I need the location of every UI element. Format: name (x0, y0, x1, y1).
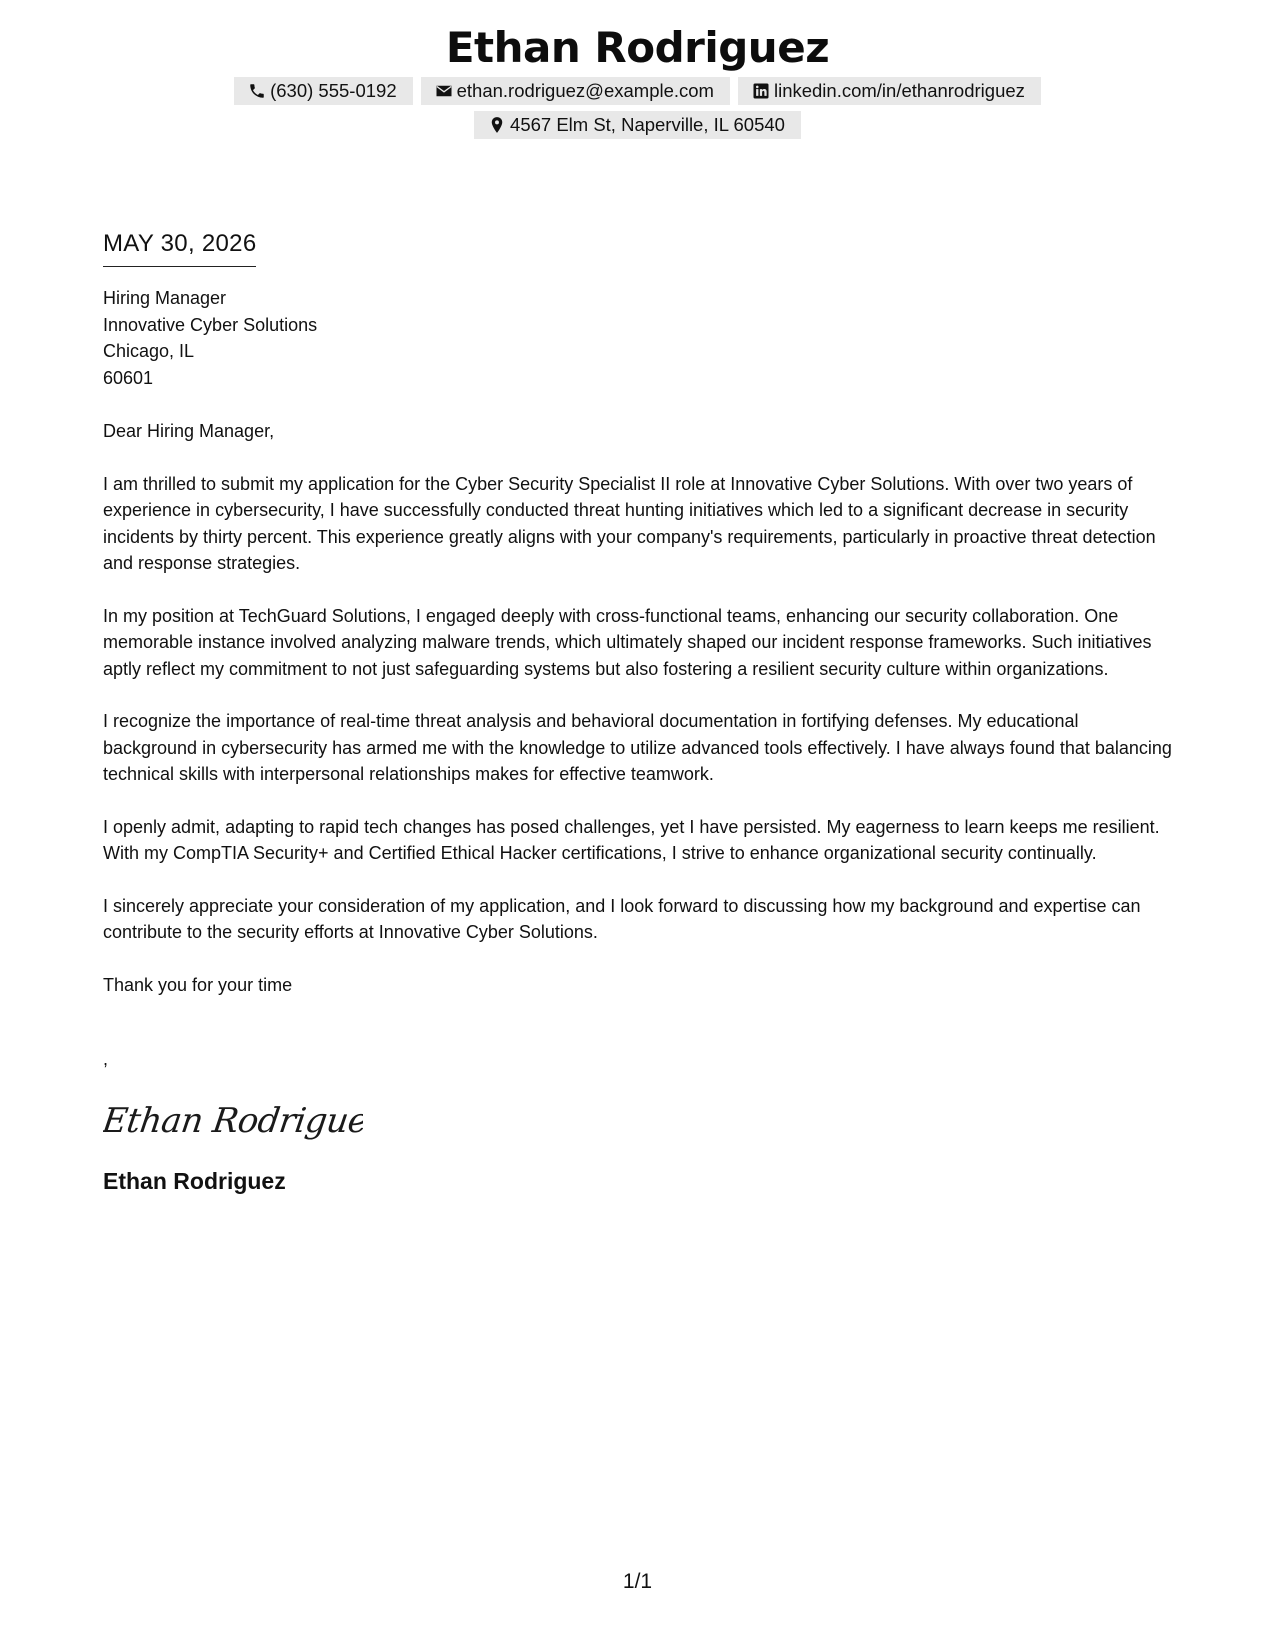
phone-chip (234, 77, 413, 105)
map-pin-icon (488, 116, 506, 134)
recipient-company: Innovative Cyber Solutions (103, 314, 318, 335)
phone-icon (248, 82, 266, 100)
svg-text:Ethan Rodriguez: Ethan Rodriguez (103, 1101, 363, 1141)
letter-header (0, 22, 1275, 139)
handwritten-signature (103, 1090, 363, 1150)
letter-body (103, 228, 1173, 1196)
recipient-zip: 60601 (103, 367, 154, 388)
body-paragraph: In my position at TechGuard Solutions, I engaged deeply with cross-functional teams, enhancing our security collaboration. One memorable instance involved analyzing malware trends, which ultimately shaped our incident response frameworks. Such initiatives aptly reflect my commitment to not just safeguarding systems but also fostering a resilient security culture within organizations. (103, 605, 1152, 679)
body-paragraph: I recognize the importance of real-time threat analysis and behavioral documentation in fortifying defenses. My educational background in cybersecurity has armed me with the knowledge to utilize advanced tools effectively. I have always found that balancing technical skills with interpersonal relationships makes for effective teamwork. (103, 711, 1172, 784)
signer-name: Ethan Rodriguez (103, 1167, 286, 1194)
email-address: ethan.rodriguez@example.com (456, 80, 714, 101)
closing-comma: , (103, 1049, 109, 1069)
body-paragraph: I am thrilled to submit my application for the Cyber Security Specialist II role at Innovative Cyber Solutions. With over two years of experience in cybersecurity, I have successfully conducted threat hunting initiatives which led to a significant decrease in security incidents by thirty percent. This experience greatly aligns with your company's requirements, particularly in proactive threat detection and response strategies. (103, 473, 1156, 573)
letter-date: MAY 30, 2026 (103, 228, 256, 267)
email-chip (421, 77, 730, 105)
body-paragraph: I sincerely appreciate your consideration of my application, and I look forward to discussing how my background and expertise can contribute to the security efforts at Innovative Cyber Solutions. (103, 895, 1141, 942)
phone-number: (630) 555-0192 (270, 80, 397, 101)
recipient-block (103, 285, 1173, 391)
closing-line: Thank you for your time (103, 974, 293, 995)
body-paragraph: I openly admit, adapting to rapid tech changes has posed challenges, yet I have persisted. My eagerness to learn keeps me resilient. With my CompTIA Security+ and Certified Ethical Hacker certifications, I strive to enhance organizational security continually. (103, 816, 1160, 863)
address-chip (474, 111, 801, 139)
linkedin-chip (738, 77, 1041, 105)
contact-row-primary (0, 77, 1275, 105)
address: 4567 Elm St, Naperville, IL 60540 (510, 114, 785, 135)
recipient-title: Hiring Manager (103, 288, 227, 308)
page-number: 1/1 (622, 1570, 653, 1593)
envelope-icon (435, 82, 453, 100)
linkedin-icon (752, 82, 770, 100)
recipient-city: Chicago, IL (103, 341, 195, 361)
contact-row-secondary (0, 111, 1275, 139)
linkedin-url: linkedin.com/in/ethanrodriguez (773, 80, 1025, 101)
applicant-name: Ethan Rodriguez (445, 23, 830, 72)
salutation: Dear Hiring Manager, (103, 421, 275, 441)
